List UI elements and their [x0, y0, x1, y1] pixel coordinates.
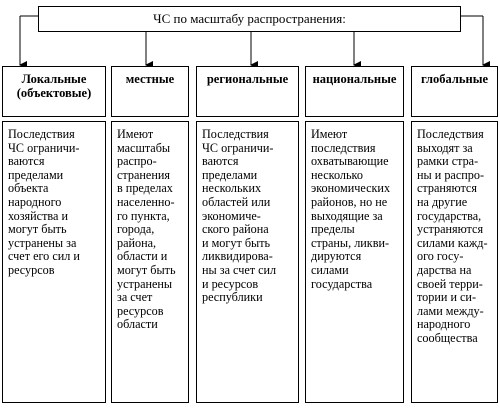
description-line: района, [117, 235, 157, 250]
description-line: ликвидирова- [202, 249, 273, 264]
description-line: ого госу- [417, 249, 464, 264]
description-line: пределы [311, 222, 355, 237]
description-line: пределами [8, 167, 64, 182]
description-line: государства [311, 276, 373, 291]
description-line: ны за счет сил [202, 262, 277, 277]
description-line: страняются [417, 181, 477, 196]
description-line: экономических [311, 181, 391, 196]
description-line: ресурсов [8, 262, 55, 277]
description-regional [196, 121, 299, 403]
description-line: ны и распро- [417, 167, 485, 182]
description-line: сообщества [417, 330, 478, 345]
description-line: пределами [202, 167, 258, 182]
description-line: дируются [311, 249, 362, 264]
description-line: рамки стра- [417, 154, 479, 169]
description-line: ваются [202, 154, 239, 169]
description-line: области [117, 317, 158, 332]
description-line: устранены [117, 276, 173, 291]
description-line: счет его сил и [8, 249, 80, 264]
description-line: лами между- [417, 303, 484, 318]
description-line: народного [417, 317, 471, 332]
description-line: несколько [311, 167, 363, 182]
description-line: районов, но не [311, 194, 388, 209]
description-line: могут быть [8, 222, 67, 237]
description-line: народного [8, 194, 62, 209]
description-line: страны, ликви- [311, 235, 390, 250]
description-line: Последствия [417, 127, 484, 141]
description-line: ского района [202, 222, 269, 237]
description-line: своей терри- [417, 276, 483, 291]
description-line: в пределах [117, 181, 173, 196]
header-municipal-line-1: местные [125, 72, 175, 86]
description-local [2, 121, 106, 403]
description-line: экономиче- [202, 208, 261, 223]
description-line: объекта [8, 181, 49, 196]
description-line: Последствия [8, 127, 75, 141]
header-national [305, 66, 404, 117]
description-line: хозяйства и [8, 208, 68, 223]
header-global [411, 66, 498, 117]
description-line: последствия [311, 140, 376, 155]
description-line: ЧС ограничи- [8, 140, 80, 155]
description-line: силами [311, 262, 349, 277]
description-line: Имеют [311, 127, 348, 141]
description-line: области и [117, 249, 168, 264]
description-line: силами кажд- [417, 235, 488, 250]
description-line: могут быть [117, 262, 176, 277]
description-line: го пункта, [117, 208, 170, 223]
description-line: дарства на [417, 262, 472, 277]
header-local-line-2: (объектовые) [16, 86, 92, 101]
header-local [2, 66, 106, 117]
header-national-line-1: национальные [312, 72, 397, 86]
description-line: странения [117, 167, 170, 182]
description-line: ЧС ограничи- [202, 140, 274, 155]
description-line: нескольких [202, 181, 262, 196]
description-line: государства, [417, 208, 482, 223]
description-global [411, 121, 498, 403]
header-regional [196, 66, 299, 117]
diagram-title: ЧС по масштабу распространения: [38, 6, 461, 32]
description-national [305, 121, 404, 403]
header-regional-line-1: региональные [206, 72, 289, 86]
description-line: выходящие за [311, 208, 383, 223]
description-line: устранены за [8, 235, 77, 250]
description-line: и ресурсов [202, 276, 259, 291]
description-line: распро- [117, 154, 157, 169]
description-line: ваются [8, 154, 45, 169]
description-line: населенно- [117, 194, 175, 209]
description-line: Имеют [117, 127, 154, 141]
header-local-line-1: Локальные [21, 72, 87, 86]
description-municipal [111, 121, 189, 403]
description-line: и могут быть [202, 235, 271, 250]
description-line: на другие [417, 194, 468, 209]
description-line: масштабы [117, 140, 171, 155]
description-line: выходят за [417, 140, 473, 155]
description-line: тории и си- [417, 290, 477, 305]
header-global-line-1: глобальные [420, 72, 489, 86]
description-line: за счет [117, 290, 153, 305]
description-line: устраняются [417, 222, 484, 237]
description-line: Последствия [202, 127, 269, 141]
description-line: охватывающие [311, 154, 389, 169]
description-line: областей или [202, 194, 271, 209]
header-municipal [111, 66, 189, 117]
description-line: города, [117, 222, 155, 237]
description-line: республики [202, 290, 263, 305]
description-line: ресурсов [117, 303, 164, 318]
